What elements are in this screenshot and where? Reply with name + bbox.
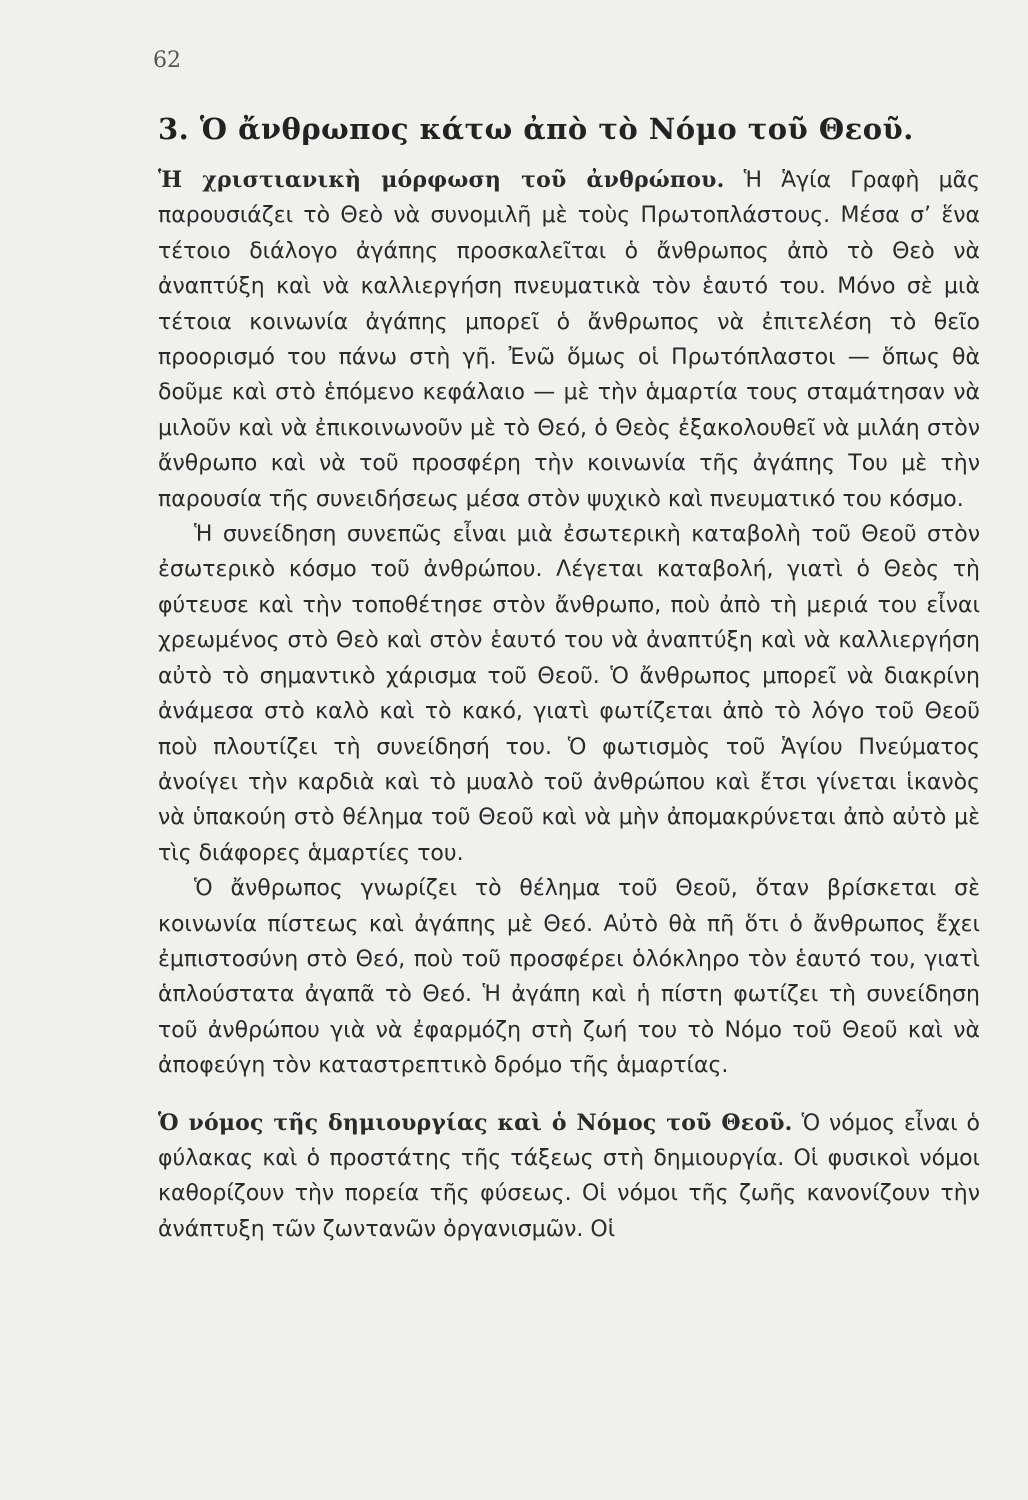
- paragraph: Ὁ ἄνθρωπος γνωρίζει τὸ θέλημα τοῦ Θεοῦ, ὅταν βρίσκεται σὲ κοινωνία πίστεως καὶ ἀγάπης μὲ Θεό. Αὐτὸ θὰ πῆ ὅτι ὁ ἄνθρωπος ἔχει ἐμπιστοσύνη στὸ Θεό, ποὺ τοῦ προσφέρει ὁλόκληρο τὸν ἑαυτό του, γιατὶ ἁπλούστατα ἀγαπᾶ τὸ Θεό. Ἡ ἀγάπη καὶ ἡ πίστη φωτίζει τὴ συνείδηση τοῦ ἀνθρώπου γιὰ νὰ ἐφαρμόζη στὴ ζωή του τὸ Νόμο τοῦ Θεοῦ καὶ νὰ ἀποφεύγη τὸν καταστρεπτικὸ δρόμο τῆς ἁμαρτίας.: [158, 876, 980, 1079]
- paragraph-text: Ὁ νόμος εἶναι ὁ φύλακας καὶ ὁ προστάτης τῆς τάξεως στὴ δημιουργία. Οἱ φυσικοὶ νόμοι καθορίζουν τὴν πορεία τῆς φύσεως. Οἱ νόμοι τῆς ζωῆς κανονίζουν τὴν ἀνάπτυξη τῶν ζωντανῶν ὀργανισμῶν. Οἱ: [158, 1110, 980, 1242]
- paragraph: [158, 163, 980, 517]
- page-number: 62: [153, 48, 181, 73]
- chapter-title: 3. Ὁ ἄνθρωπος κάτω ἀπὸ τὸ Νόμο τοῦ Θεοῦ.: [158, 112, 914, 146]
- paragraph: [158, 1106, 980, 1248]
- paragraph-text: Ἡ Ἁγία Γραφὴ μᾶς παρουσιάζει τὸ Θεὸ νὰ συνομιλῆ μὲ τοὺς Πρωτοπλάστους. Μέσα σ’ ἕνα τέτοιο διάλογο ἀγάπης προσκαλεῖται ὁ ἄνθρωπος ἀπὸ τὸ Θεὸ νὰ ἀναπτύξη καὶ νὰ καλλιεργήση πνευματικὰ τὸν ἑαυτό του. Μόνο σὲ μιὰ τέτοια κοινωνία ἀγάπης μπορεῖ ὁ ἄνθρωπος νὰ ἐπιτελέση τὸ θεῖο προορισμό του πάνω στὴ γῆ. Ἐνῶ ὅμως οἱ Πρωτόπλαστοι — ὅπως θὰ δοῦμε καὶ στὸ ἑπόμενο κεφάλαιο — μὲ τὴν ἁμαρτία τους σταμάτησαν νὰ μιλοῦν καὶ νὰ ἐπικοινωνοῦν μὲ τὸ Θεό, ὁ Θεὸς ἐξακολουθεῖ νὰ μιλάη στὸν ἄνθρωπο καὶ νὰ τοῦ προσφέρη τὴν κοινωνία τῆς ἀγάπης Του μὲ τὴν παρουσία τῆς συνειδήσεως μέσα στὸν ψυχικὸ καὶ πνευματικό του κόσμο.: [158, 168, 981, 512]
- body-text: [158, 163, 980, 1247]
- paragraph: Ἡ συνείδηση συνεπῶς εἶναι μιὰ ἐσωτερικὴ καταβολὴ τοῦ Θεοῦ στὸν ἐσωτερικὸ κόσμο τοῦ ἀνθρώπου. Λέγεται καταβολή, γιατὶ ὁ Θεὸς τὴ φύτευσε καὶ τὴν τοποθέτησε στὸν ἄνθρωπο, ποὺ ἀπὸ τὴ μεριά του εἶναι χρεωμένος στὸ Θεὸ καὶ στὸν ἑαυτό του νὰ ἀναπτύξη καὶ νὰ καλλιεργήση αὐτὸ τὸ σημαντικὸ χάρισμα τοῦ Θεοῦ. Ὁ ἄνθρωπος μπορεῖ νὰ διακρίνη ἀνάμεσα στὸ καλὸ καὶ τὸ κακό, γιατὶ φωτίζεται ἀπὸ τὸ λόγο τοῦ Θεοῦ ποὺ πλουτίζει τὴ συνείδησή του. Ὁ φωτισμὸς τοῦ Ἁγίου Πνεύματος ἀνοίγει τὴν καρδιὰ καὶ τὸ μυαλὸ τοῦ ἀνθρώπου καὶ ἔτσι γίνεται ἱκανὸς νὰ ὑπακούη στὸ θέλημα τοῦ Θεοῦ καὶ νὰ μὴν ἀπομακρύνεται ἀπὸ αὐτὸ μὲ τὶς διάφορες ἁμαρτίες του.: [158, 522, 980, 866]
- section-heading-christian-education: Ἡ χριστιανικὴ μόρφωση τοῦ ἀνθρώπου.: [158, 167, 725, 193]
- section-heading-law-of-creation: Ὁ νόμος τῆς δημιουργίας καὶ ὁ Νόμος τοῦ Θεοῦ.: [158, 1109, 793, 1136]
